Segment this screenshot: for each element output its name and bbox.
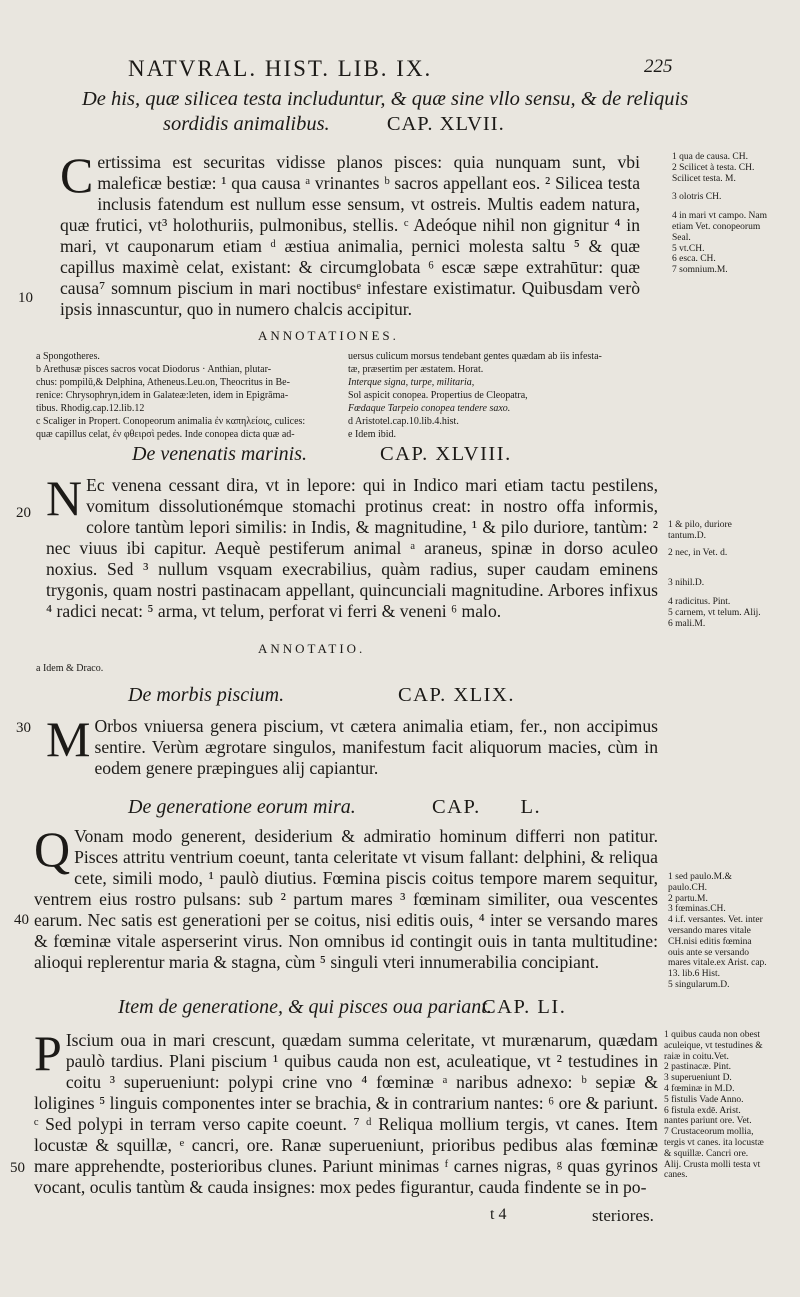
annotation-line: tæ, præsertim per æstatem. Horat. [348, 364, 484, 375]
chapter-51-body [34, 1025, 658, 1198]
margin-note: 5 singularum.D. [668, 979, 730, 990]
margin-note: 3 superueniunt D. [664, 1073, 732, 1084]
chapter-50-dropcap: Q [34, 821, 71, 877]
margin-note: 3 nihil.D. [668, 578, 705, 589]
margin-note: 4 in mari vt campo. Nam etiam Vet. conopeorum Seal. [672, 211, 767, 243]
chapter-47-title-text: sordidis animalibus. [163, 113, 330, 135]
chapter-51-cap: CAP. LI. [482, 996, 567, 1018]
chapter-51-margin-notes [664, 1030, 764, 1181]
line-number-50: 50 [10, 1160, 25, 1176]
chapter-48-cap: CAP. XLVIII. [380, 443, 512, 465]
page-number: 225 [644, 56, 673, 77]
chapter-47-text: ertissima est securitas vidisse planos pisces: quia nunquam sunt, vbi maleficæ bestiæ: ¹ qua causa ᵃ vrinantes ᵇ sacros appellant eos. ² Silicea testa inclusis fatendum est nullum esse sensum, vt ostreis. Multis eadem natura, quæ frutici, vt³ holothuriis, pulmonibus, stellis. ᶜ Adeóque nihil non gignitur ⁴ in mari, vt cauponarum etiam ᵈ æstiua animalia, pernici molesta saltu ⁵ & quæ capillus maximè celat, existant: & circumglobata ⁶ escæ sæpe extrahūtur: quæ causa⁷ somnum piscium in mari noctibusᵉ infestare existimatur. Quibusdam verò ipsis innascuntur, quo in numero chalcis accipitur. [60, 152, 640, 319]
chapter-48-title: De venenatis marinis. [132, 443, 307, 465]
line-number-30: 30 [16, 720, 31, 736]
margin-note: 5 vt.CH. [672, 243, 705, 254]
margin-note: 7 Crustaceorum mollia, tergis vt canes. ita locustæ & squillæ. Cancri ore. Alij. Crusta molli testa vt canes. [664, 1127, 764, 1181]
chapter-51-text: Iscium oua in mari crescunt, quædam summa celeritate, vt murænarum, quædam paulò tardius. Plani piscium ¹ quibus cauda non est, aculeatique, vt ² testudines in coitu ³ superueniunt: polypi crine vno ⁴ fœminæ ᵃ naribus adnexo: ᵇ sepiæ & loligines ⁵ linguis componentes inter se brachia, & in contrarium nantes: ⁶ ore & pariunt. ᶜ Sed polypi in terram verso capite coeunt. ⁷ ᵈ Reliqua mollium tergis, vt canes. Item locustæ & squillæ, ᵉ cancri, ore. Ranæ superueniunt, prioribus pedibus alas fœminæ mare apprehendte, posterioribus clunes. Pariunt minimas ᶠ carnes nigras, ᵍ quas gyrinos vocant, oculis tantùm & cauda insignes: mox pedes figurantur, cauda findente se in po- [34, 1030, 658, 1197]
chapter-47-dropcap: C [60, 147, 94, 203]
annotation-line: quæ capillus celat, ἐν φθειρσὶ pedes. Inde conopea dicta quæ ad- [36, 429, 295, 440]
annotation-line: chus: pompilū,& Delphina, Atheneus.Leu.on, Theocritus in Be- [36, 377, 290, 388]
chapter-47-cap: CAP. XLVII. [386, 113, 505, 135]
chapter-51-dropcap: P [34, 1025, 62, 1081]
chapter-48-annotation-heading: ANNOTATIO. [258, 641, 366, 656]
annotation-line: a Spongotheres. [36, 351, 100, 362]
annotation-line: uersus culicum morsus tendebant gentes quædam ab iis infesta- [348, 351, 602, 362]
annotation-verse: Sol aspicit conopea. Propertius de Cleopatra, [348, 390, 528, 401]
chapter-48-margin-notes [668, 520, 768, 630]
chapter-50-text: Vonam modo generent, desiderium & admiratio hominum differri non patitur. Pisces attritu ventrium coeunt, tanta celeritate vt visum fallant: delphini, & reliqua cete, simili modo, ¹ paulò diutius. Fœmina piscis coitus tempore marem sequitur, ventrem eius rostro pulsans: sub ² partum mares ³ fœminam similiter, oua vescentes earum. Nec satis est generationi per se coitus, nisi editis ouis, ⁴ inter se versando mares & fœminæ vitale asperserint virus. Non omnibus id contingit ouis in tanta multitudine: alioqui replerentur maria & stagna, cùm ⁵ singuli vteri innumerabilia concipiant. [34, 826, 658, 972]
margin-note: 7 somnium.M. [672, 265, 728, 276]
chapter-48-body [46, 470, 658, 622]
chapter-49-text: Orbos vniuersa genera piscium, vt cætera animalia etiam, fer., non accipimus sentire. Verùm ægrotare singulos, manifestum facit aliquorum macies, cùm in eodem genere præpingues alij capiantur. [94, 716, 658, 778]
chapter-47-annotations-right [348, 350, 602, 441]
margin-note: 4 i.f. versantes. Vet. inter versando mares vitale CH.nisi editis fœmina ouis ante se versando mares vitale.ex Arist. cap. 13. lib.6 Hist. [668, 915, 767, 980]
margin-note: 4 radicitus. Pint. [668, 597, 731, 608]
margin-note: 2 pastinacæ. Pint. [664, 1062, 732, 1073]
margin-note: 2 Scilicet à testa. CH. Scilicet testa. M. [672, 162, 755, 184]
margin-note: 3 olotris CH. [672, 192, 722, 203]
annotation-line: e Idem ibid. [348, 429, 397, 440]
catchword: steriores. [592, 1206, 654, 1225]
margin-note: 1 quibus cauda non obest aculeique, vt testudines & raiæ in coitu.Vet. [664, 1030, 763, 1062]
line-number-40: 40 [14, 912, 29, 928]
margin-note: 1 qua de causa. CH. [672, 152, 748, 162]
chapter-47-body [60, 147, 640, 320]
chapter-50-cap: CAP. L. [432, 796, 542, 818]
annotation-verse: Interque signa, turpe, militaria, [348, 377, 475, 388]
chapter-47-annotations-left [36, 350, 305, 441]
annotation-line: b Arethusæ pisces sacros vocat Diodorus · Anthian, plutar- [36, 364, 272, 375]
margin-note: 6 mali.M. [668, 618, 706, 629]
annotation-line: d Aristotel.cap.10.lib.4.hist. [348, 416, 459, 427]
annotation-verse: Fœdaque Tarpeio conopea tendere saxo. [348, 403, 511, 414]
chapter-47-margin-notes [672, 152, 772, 276]
annotation-line: tibus. Rhodig.cap.12.lib.12 [36, 403, 145, 414]
line-number-20: 20 [16, 505, 31, 521]
margin-note: 6 esca. CH. [672, 254, 716, 265]
annotation-line: renice: Chrysophryn,idem in Galateæ:leten, idem in Epigrāma- [36, 390, 289, 401]
margin-note: 5 carnem, vt telum. Alij. [668, 607, 761, 618]
chapter-48-dropcap: N [46, 470, 83, 526]
chapter-49-dropcap: M [46, 711, 91, 767]
chapter-49-title: De morbis piscium. [128, 684, 285, 706]
running-head: NATVRAL. HIST. LIB. IX. [128, 56, 433, 81]
chapter-50-title: De generatione eorum mira. [128, 796, 356, 818]
margin-note: 2 partu.M. [668, 893, 708, 904]
chapter-49-cap: CAP. XLIX. [398, 684, 515, 706]
margin-note: 1 & pilo, duriore tantum.D. [668, 520, 732, 541]
chapter-50-margin-notes [668, 872, 768, 991]
chapter-49-body [46, 711, 658, 779]
margin-note: 5 fistulis Vade Anno. [664, 1094, 744, 1105]
annotation-line: c Scaliger in Propert. Conopeorum animalia ἐν καπηλείοις, culices: [36, 416, 306, 427]
chapter-47-annotations-heading: ANNOTATIONES. [258, 328, 399, 343]
margin-note: 4 fœminæ in M.D. [664, 1083, 735, 1094]
margin-note: 1 sed paulo.M.& paulo.CH. [668, 872, 732, 893]
margin-note: 3 fœminas.CH. [668, 904, 726, 915]
chapter-48-text: Ec venena cessant dira, vt in lepore: qui in Indico mari etiam tactu pestilens, vomitum dissolutionémque stomachi protinus creat: in nostro offa informis, colore tantùm lepori similis: in Indis, & magnitudine, ¹ & pilo duriore, tantùm: ² nec viuus ibi capitur. Aequè pestiferum animal ᵃ araneus, spinæ in dorso aculeo noxius. Sed ³ nullum vsquam execrabilius, quàm radius, super caudam eminens trygonis, quam nostri pastinacam appellant, quincunciali magnitudine. Arbores infixus ⁴ radici necat: ⁵ arma, vt telum, perforat vi ferri & veneni ⁶ malo. [46, 475, 658, 621]
margin-note: 6 fistula exdē. Arist. nantes pariunt ore. Vet. [664, 1105, 752, 1127]
chapter-48-annotation: a Idem & Draco. [36, 663, 104, 674]
chapter-51-title: Item de generatione, & qui pisces oua pariant. [118, 996, 492, 1018]
chapter-47-title-line1: De his, quæ silicea testa includuntur, & quæ sine vllo sensu, & de reliquis [82, 88, 689, 110]
chapter-50-body [34, 821, 658, 973]
margin-note: 2 nec, in Vet. d. [668, 547, 728, 558]
chapter-47-title-line2 [163, 113, 505, 136]
line-number-10: 10 [18, 290, 33, 306]
signature-mark: t 4 [490, 1206, 507, 1223]
